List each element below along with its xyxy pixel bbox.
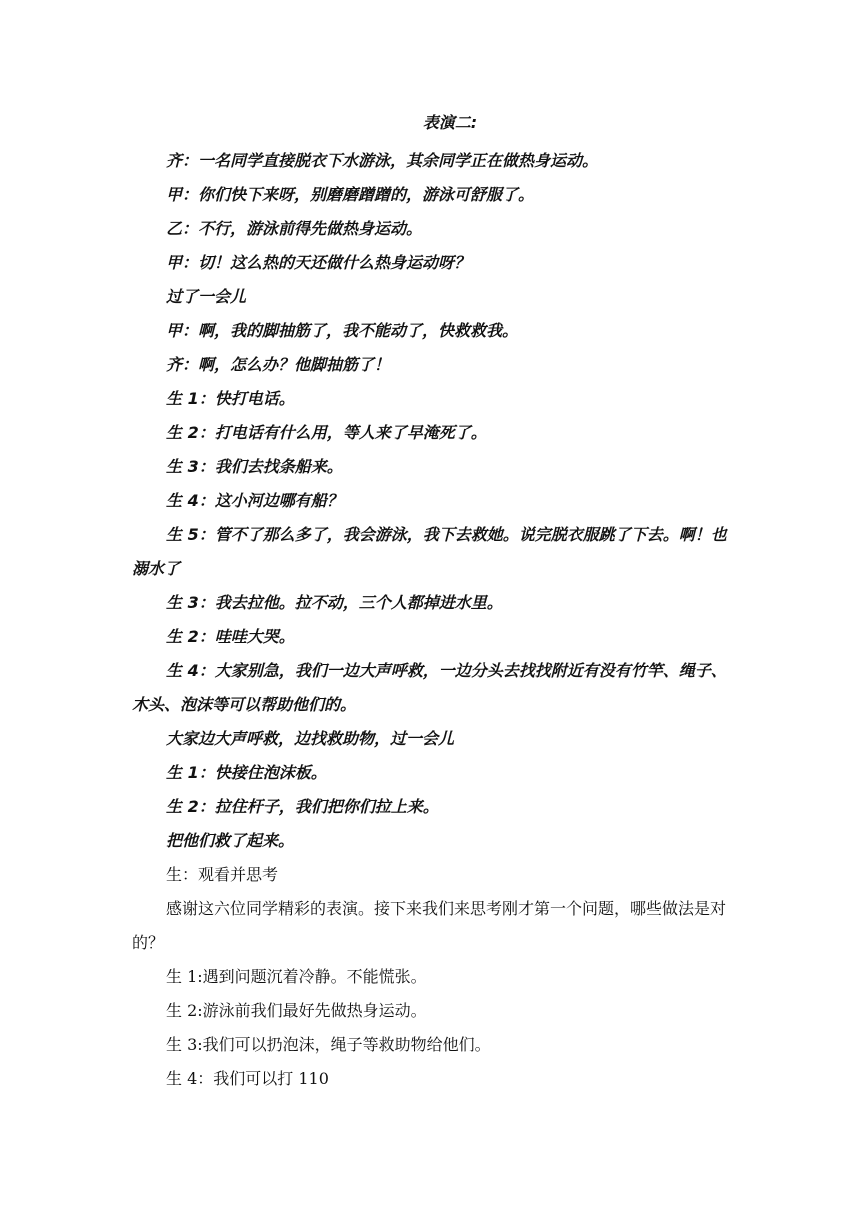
play-line: 生 4：大家别急，我们一边大声呼救，一边分头去找找附近有没有竹竿、绳子、木头、泡沫等可以帮助他们的。 — [132, 661, 727, 714]
play-line: 生 3：我去拉他。拉不动，三个人都掉进水里。 — [166, 593, 503, 612]
section-title: 表演二: — [422, 113, 478, 132]
play-line: 甲：切！这么热的天还做什么热身运动呀？ — [166, 253, 471, 272]
discussion-line: 感谢这六位同学精彩的表演。接下来我们来思考刚才第一个问题，哪些做法是对的？ — [132, 899, 727, 952]
play-line: 甲：你们快下来呀，别磨磨蹭蹭的，游泳可舒服了。 — [166, 185, 535, 204]
play-line: 齐：一名同学直接脱衣下水游泳，其余同学正在做热身运动。 — [166, 151, 599, 170]
play-line: 生 1：快接住泡沫板。 — [166, 763, 327, 782]
play-line: 乙：不行，游泳前得先做热身运动。 — [166, 219, 423, 238]
discussion-line: 生 1:遇到问题沉着冷静。不能慌张。 — [166, 967, 427, 986]
discussion-line: 生：观看并思考 — [166, 865, 279, 884]
play-line: 齐：啊，怎么办？他脚抽筋了！ — [166, 355, 391, 374]
body-text — [132, 144, 736, 1096]
play-line: 生 2：拉住杆子，我们把你们拉上来。 — [166, 797, 439, 816]
play-line: 生 2：打电话有什么用，等人来了早淹死了。 — [166, 423, 487, 442]
play-line: 过了一会儿 — [166, 287, 247, 306]
play-line: 甲：啊，我的脚抽筋了，我不能动了，快救救我。 — [166, 321, 519, 340]
play-line: 生 1：快打电话。 — [166, 389, 295, 408]
play-line: 把他们救了起来。 — [166, 831, 295, 850]
discussion-line: 生 3:我们可以扔泡沫，绳子等救助物给他们。 — [166, 1035, 491, 1054]
discussion-line: 生 4：我们可以打 110 — [166, 1069, 329, 1088]
play-line: 大家边大声呼救，边找救助物，过一会儿 — [166, 729, 455, 748]
discussion-line: 生 2:游泳前我们最好先做热身运动。 — [166, 1001, 427, 1020]
play-line: 生 3：我们去找条船来。 — [166, 457, 343, 476]
play-line: 生 2：哇哇大哭。 — [166, 627, 295, 646]
play-line: 生 5：管不了那么多了，我会游泳，我下去救她。说完脱衣服跳了下去。啊！也溺水了 — [132, 525, 727, 578]
play-line: 生 4：这小河边哪有船？ — [166, 491, 343, 510]
